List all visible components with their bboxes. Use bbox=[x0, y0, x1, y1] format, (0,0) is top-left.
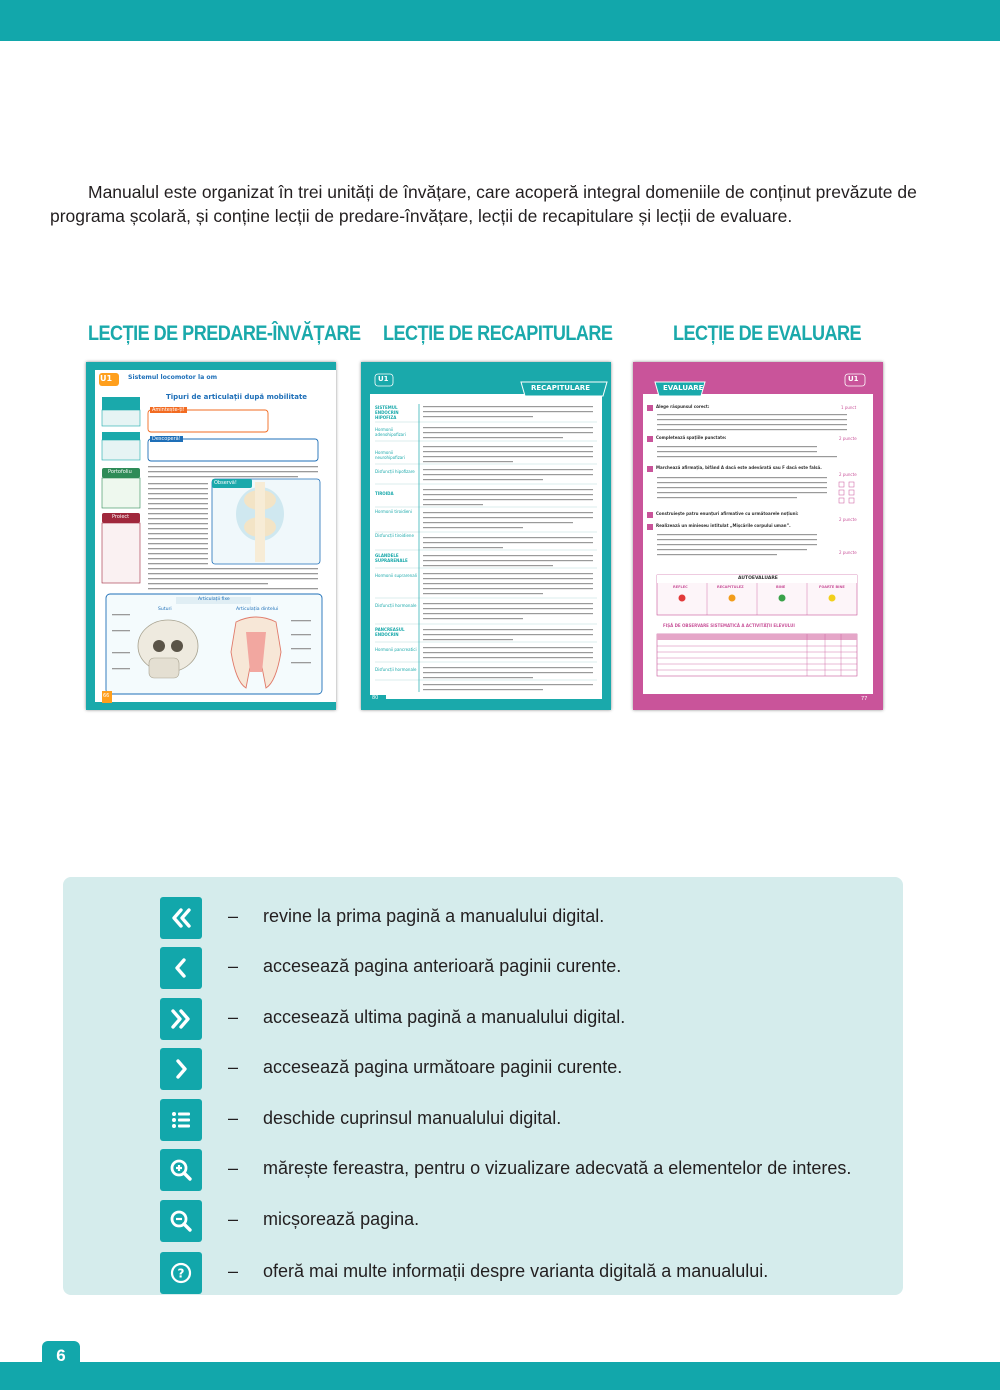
intro-paragraph: Manualul este organizat în trei unități de învățare, care acoperă integral domeniile de conținut prevăzute de programa școlară, și conține lecții de predare-învățare, lecții de recapitulare și lecții de evaluare. bbox=[50, 182, 917, 226]
eval-points: 1 punct bbox=[841, 405, 857, 410]
caption-recapitulare: LECȚIE DE RECAPITULARE bbox=[383, 322, 613, 345]
thumbnail-recapitulare bbox=[361, 362, 611, 710]
autoeval-level: BINE bbox=[776, 585, 786, 589]
nav-description: – accesează ultima pagină a manualului digital. bbox=[228, 1007, 626, 1027]
eval-item: Alege răspunsul corect: bbox=[656, 404, 710, 409]
nav-description: – deschide cuprinsul manualului digital. bbox=[228, 1108, 562, 1128]
thumb2-banner: RECAPITULARE bbox=[531, 384, 590, 392]
last-page-icon[interactable] bbox=[160, 998, 202, 1040]
thumb1-box-amintestetti: Amintește-ți! bbox=[152, 407, 185, 413]
recap-row: Disfuncții tiroidiene bbox=[375, 533, 414, 538]
nav-description: – micșorează pagina. bbox=[228, 1209, 420, 1229]
nav-description: – revine la prima pagină a manualului digital. bbox=[228, 906, 605, 926]
recap-row: Hormonii suprarenali bbox=[375, 573, 417, 578]
recap-row: GLANDELE SUPRARENALE bbox=[375, 553, 408, 563]
thumb1-box-descopera: Descoperă! bbox=[152, 436, 181, 442]
thumb2-page-number: 80 bbox=[372, 695, 379, 701]
nav-row-last-page bbox=[160, 998, 900, 1040]
eval-points: 2 puncte bbox=[839, 472, 857, 477]
first-page-icon[interactable] bbox=[160, 897, 202, 939]
recap-row: PANCREASUL ENDOCRIN bbox=[375, 627, 405, 637]
previous-page-icon[interactable] bbox=[160, 947, 202, 989]
thumb1-heading: Tipuri de articulații după mobilitate bbox=[166, 393, 308, 401]
recap-row: Hormonii tiroidieni bbox=[375, 509, 412, 514]
thumbnail-evaluare bbox=[633, 362, 883, 710]
nav-description: – accesează pagina următoare paginii curente. bbox=[228, 1057, 623, 1077]
recap-row: Hormonii pancreatici bbox=[375, 647, 417, 652]
nav-row-zoom-in bbox=[160, 1149, 900, 1191]
recap-row: Disfuncții hormonale bbox=[375, 667, 417, 672]
nav-description: – mărește fereastra, pentru o vizualizare adecvată a elementelor de interes. bbox=[228, 1158, 852, 1178]
help-icon[interactable] bbox=[160, 1252, 202, 1294]
next-page-icon[interactable] bbox=[160, 1048, 202, 1090]
nav-row-contents bbox=[160, 1099, 900, 1141]
thumb3-sheet-title: FIȘĂ DE OBSERVARE SISTEMATICĂ A ACTIVITĂȚII ELEVULUI bbox=[663, 623, 795, 628]
thumb1-fig-right: Articulația dintelui bbox=[236, 607, 279, 612]
thumb1-box-observa: Observă! bbox=[214, 480, 237, 486]
autoeval-level: FOARTE BINE bbox=[819, 585, 845, 589]
recap-row: Hormonii adenohipofizari bbox=[375, 427, 406, 437]
nav-description: – oferă mai multe informații despre varianta digitală a manualului. bbox=[228, 1261, 769, 1281]
caption-predare: LECȚIE DE PREDARE-ÎNVĂȚARE bbox=[88, 322, 361, 345]
nav-row-first-page bbox=[160, 897, 900, 939]
recap-row: Disfuncții hipofizare bbox=[375, 469, 415, 474]
recap-row: Disfuncții hormonale bbox=[375, 603, 417, 608]
eval-item: Realizează un minieseu intitulat „Mișcările corpului uman”. bbox=[656, 523, 791, 528]
thumb2-badge: U1 bbox=[378, 375, 389, 383]
page-number: 6 bbox=[56, 1346, 66, 1365]
bottom-footer-bar bbox=[0, 1362, 1000, 1390]
eval-item: Marchează afirmația, bifând A dacă este adevărată sau F dacă este falsă. bbox=[656, 465, 822, 470]
caption-evaluare: LECȚIE DE EVALUARE bbox=[673, 322, 862, 345]
svg-text:?: ? bbox=[177, 1266, 185, 1281]
nav-row-help bbox=[160, 1252, 900, 1294]
thumbnail-predare bbox=[86, 362, 336, 710]
autoeval-level: RECAPITULEZ bbox=[717, 585, 744, 589]
nav-description: – accesează pagina anterioară paginii curente. bbox=[228, 956, 622, 976]
thumb3-badge: U1 bbox=[848, 375, 859, 383]
recap-row: TIROIDA bbox=[375, 491, 394, 496]
thumb3-autoevaluare: AUTOEVALUARE bbox=[738, 576, 778, 581]
thumb1-side-portofoliu: Portofoliu bbox=[108, 469, 132, 475]
eval-points: 2 puncte bbox=[839, 550, 857, 555]
eval-item: Completează spațiile punctate: bbox=[656, 435, 727, 440]
thumb1-page-number: 66 bbox=[103, 693, 110, 699]
zoom-in-icon[interactable] bbox=[160, 1149, 202, 1191]
table-of-contents-icon[interactable] bbox=[160, 1099, 202, 1141]
thumb1-fig-left: Suturi bbox=[158, 607, 172, 612]
eval-item: Construiește patru enunțuri afirmative cu următoarele noțiuni: bbox=[656, 511, 799, 516]
zoom-out-icon[interactable] bbox=[160, 1200, 202, 1242]
nav-row-previous-page bbox=[160, 947, 900, 989]
thumb1-side-proiect: Proiect bbox=[112, 514, 130, 520]
eval-points: 2 puncte bbox=[839, 517, 857, 522]
top-header-bar bbox=[0, 0, 1000, 41]
eval-points: 2 puncte bbox=[839, 436, 857, 441]
recap-row: SISTEMUL ENDOCRIN HIPOFIZA bbox=[375, 405, 399, 420]
thumb1-chapter: Sistemul locomotor la om bbox=[128, 374, 218, 381]
thumb1-fig-title: Articulații fixe bbox=[198, 597, 230, 602]
autoeval-level: REFLEC bbox=[673, 585, 688, 589]
thumb1-badge: U1 bbox=[100, 374, 113, 383]
thumb3-banner: EVALUARE bbox=[663, 384, 704, 392]
recap-row: Hormonii neurohipofizari bbox=[375, 450, 405, 460]
thumb3-page-number: 77 bbox=[861, 696, 868, 702]
nav-row-next-page bbox=[160, 1048, 900, 1090]
nav-row-zoom-out bbox=[160, 1200, 900, 1242]
